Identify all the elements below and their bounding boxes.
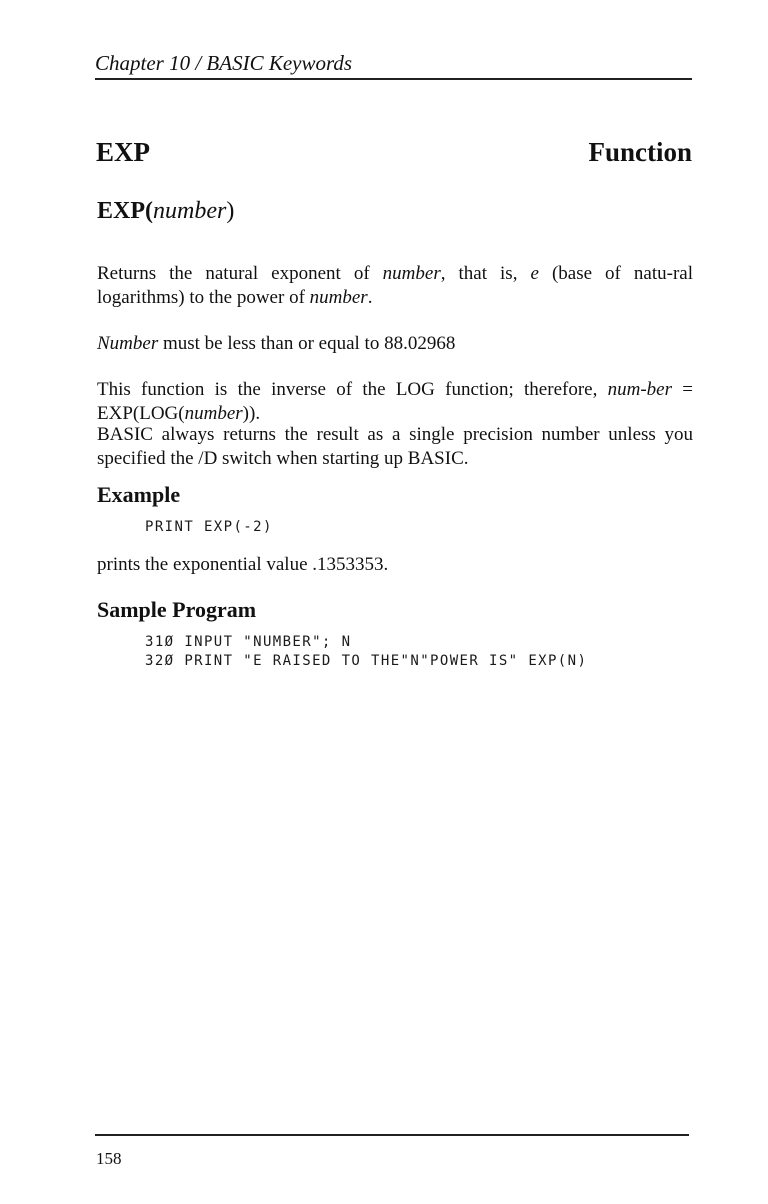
text-run-italic: Number xyxy=(97,333,159,354)
text-run-italic: number xyxy=(309,287,368,308)
text-run-italic: number xyxy=(382,263,441,284)
text-run-italic: num-ber xyxy=(607,379,673,400)
syntax-keyword: EXP( xyxy=(97,198,153,224)
entry-keyword: EXP xyxy=(96,137,150,167)
text-run: must be less than or equal to 88.02968 xyxy=(158,333,456,354)
paragraph-precision: BASIC always returns the result as a single precision number unless you specified the /D switch when starting up BASIC. xyxy=(97,424,693,469)
paragraph-inverse xyxy=(97,378,693,426)
text-run: . xyxy=(367,287,373,308)
page-number: 158 xyxy=(96,1149,122,1168)
example-heading: Example xyxy=(97,482,181,507)
syntax-close: ) xyxy=(226,198,235,224)
text-run: )). xyxy=(242,403,261,424)
text-run-italic: e xyxy=(530,263,539,284)
entry-type: Function xyxy=(588,137,692,167)
example-code: PRINT EXP(-2) xyxy=(145,519,273,535)
syntax-argument: number xyxy=(153,198,227,224)
syntax-line xyxy=(97,196,234,226)
code-line: 32Ø PRINT "E RAISED TO THE"N"POWER IS" EXP(N) xyxy=(145,653,588,669)
text-run: = EXP(LOG( xyxy=(97,379,694,424)
sample-program-heading: Sample Program xyxy=(97,597,257,622)
example-description: prints the exponential value .1353353. xyxy=(97,554,389,575)
code-line: 31Ø INPUT "NUMBER"; N xyxy=(145,634,352,650)
running-head: Chapter 10 / BASIC Keywords xyxy=(95,51,353,75)
text-run: (base of natu-ral logarithms) to the power of xyxy=(97,263,693,308)
paragraph-description xyxy=(97,262,693,310)
footer-rule xyxy=(95,1134,689,1136)
text-run: , that is, xyxy=(440,263,531,284)
text-run-italic: number xyxy=(184,403,243,424)
text-run: This function is the inverse of the LOG function; therefore, xyxy=(97,379,608,400)
text-run: Returns the natural exponent of xyxy=(97,263,383,284)
paragraph-limit xyxy=(97,332,693,356)
header-rule xyxy=(95,78,692,80)
